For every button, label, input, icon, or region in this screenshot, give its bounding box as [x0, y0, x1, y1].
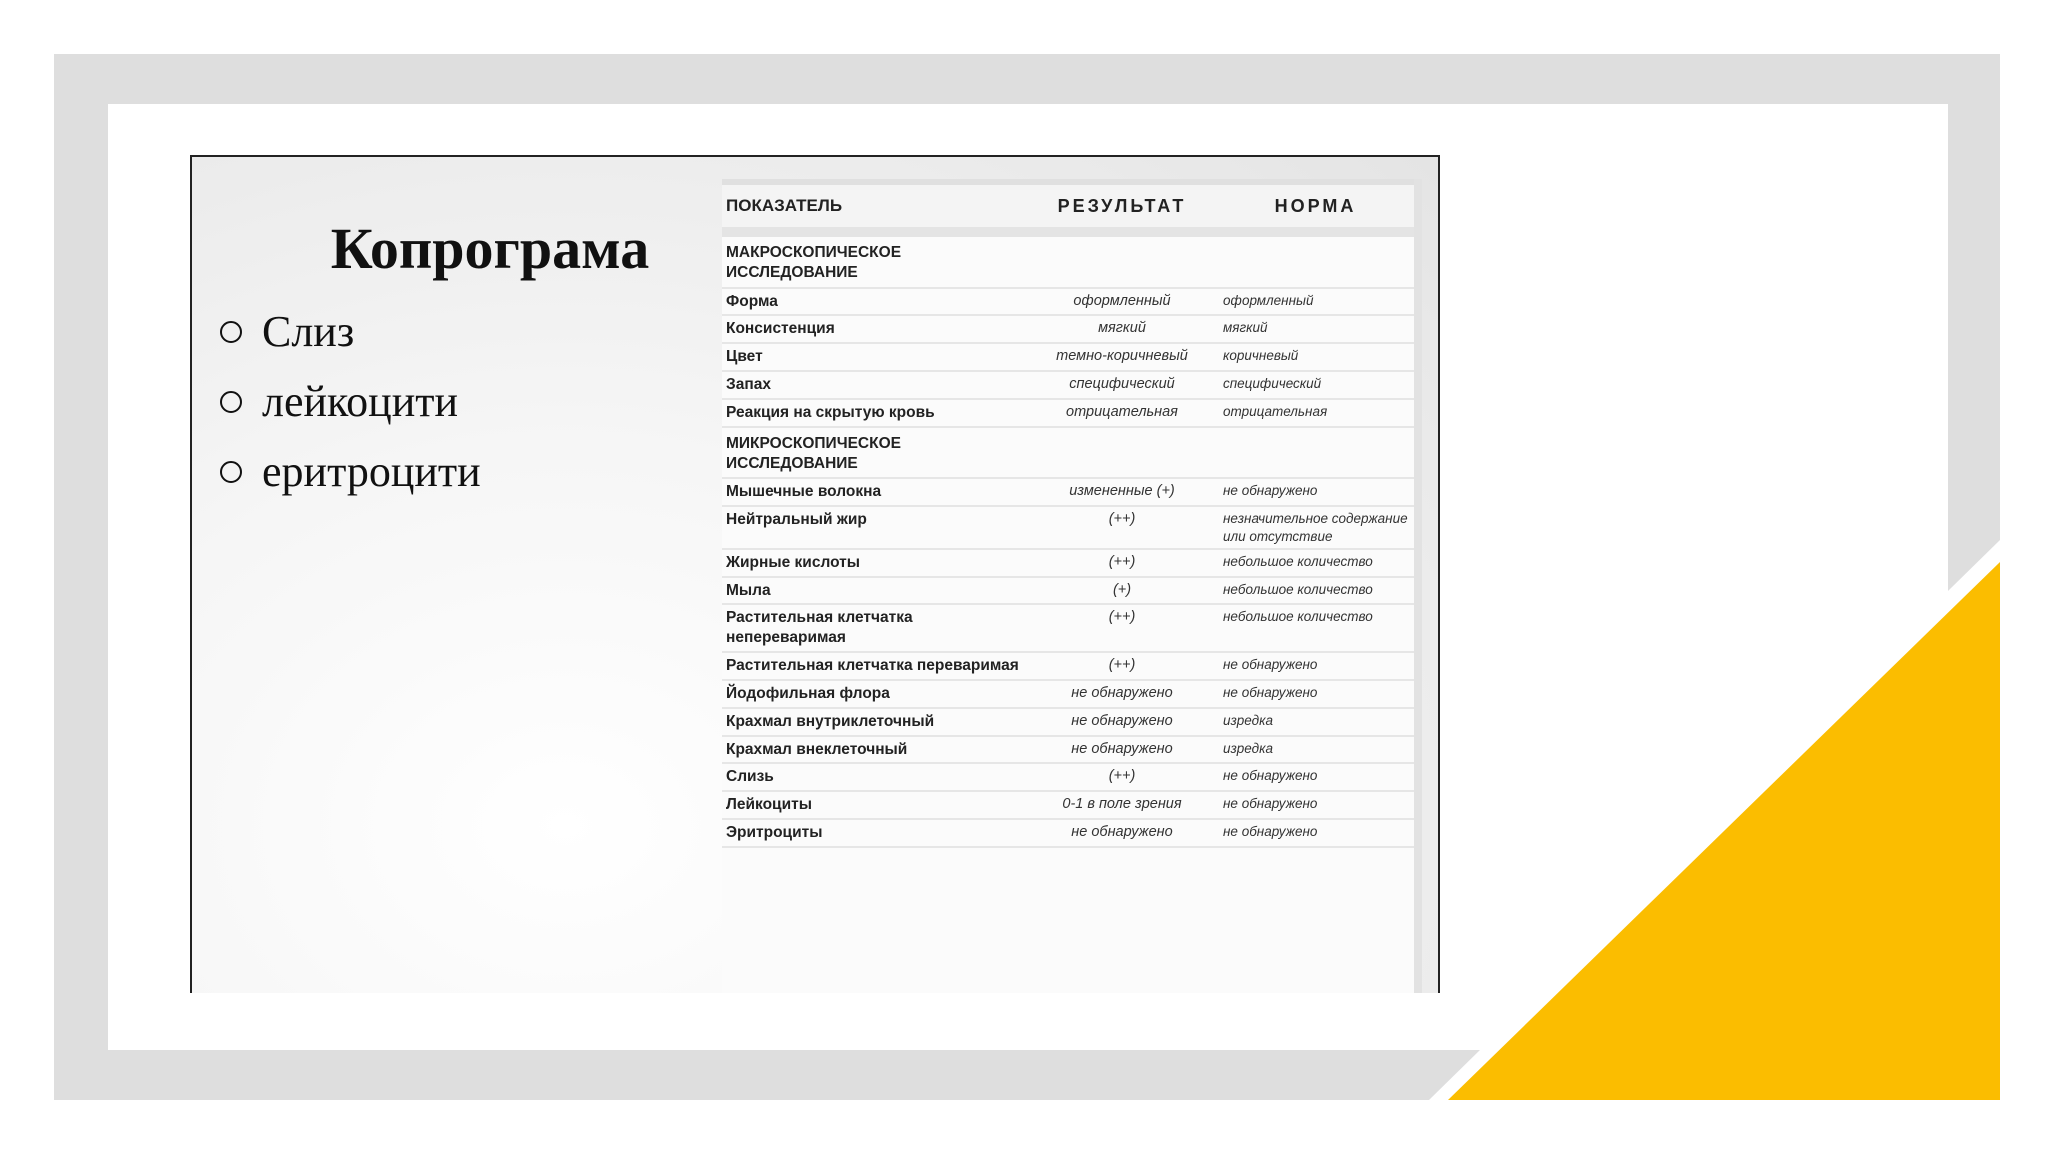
norm-cell: оформленный — [1217, 288, 1414, 316]
bullet-list — [220, 297, 481, 507]
bullet-item — [220, 367, 481, 437]
result-cell: специфический — [1027, 371, 1217, 399]
indicator-cell: Слизь — [722, 763, 1027, 791]
norm-cell: небольшое количество — [1217, 577, 1414, 605]
indicator-cell: Консистенция — [722, 315, 1027, 343]
header-indicator: ПОКАЗАТЕЛЬ — [722, 182, 1027, 232]
slide-title: Копрограма — [330, 216, 650, 281]
norm-cell: незначительное содержание или отсутствие — [1217, 506, 1414, 549]
header-norm: НОРМА — [1217, 182, 1414, 232]
result-cell: мягкий — [1027, 315, 1217, 343]
indicator-cell: Лейкоциты — [722, 791, 1027, 819]
bullet-text: еритроцити — [262, 447, 481, 496]
table-row — [722, 343, 1414, 371]
norm-cell: изредка — [1217, 708, 1414, 736]
bullet-text: лейкоцити — [262, 377, 459, 426]
norm-cell: не обнаружено — [1217, 680, 1414, 708]
coprogram-table — [722, 179, 1414, 848]
norm-cell: изредка — [1217, 736, 1414, 764]
result-cell: не обнаружено — [1027, 736, 1217, 764]
table-row — [722, 478, 1414, 506]
norm-cell: специфический — [1217, 371, 1414, 399]
norm-cell: не обнаружено — [1217, 763, 1414, 791]
indicator-cell: МАКРОСКОПИЧЕСКОЕ ИССЛЕДОВАНИЕ — [722, 232, 1027, 288]
result-cell: отрицательная — [1027, 399, 1217, 427]
header-result: РЕЗУЛЬТАТ — [1027, 182, 1217, 232]
result-cell: не обнаружено — [1027, 819, 1217, 847]
norm-cell: не обнаружено — [1217, 819, 1414, 847]
result-cell: (++) — [1027, 604, 1217, 652]
indicator-cell: Растительная клетчатка непереваримая — [722, 604, 1027, 652]
indicator-cell: Цвет — [722, 343, 1027, 371]
result-cell: (++) — [1027, 506, 1217, 549]
coprogram-table-container — [722, 179, 1422, 993]
result-cell: (+) — [1027, 577, 1217, 605]
indicator-cell: Нейтральный жир — [722, 506, 1027, 549]
result-cell: 0-1 в поле зрения — [1027, 791, 1217, 819]
result-cell: темно-коричневый — [1027, 343, 1217, 371]
bullet-text: Слиз — [262, 307, 355, 356]
indicator-cell: Запах — [722, 371, 1027, 399]
indicator-cell: Растительная клетчатка переваримая — [722, 652, 1027, 680]
table-row — [722, 288, 1414, 316]
result-cell: (++) — [1027, 549, 1217, 577]
table-row — [722, 791, 1414, 819]
norm-cell: небольшое количество — [1217, 549, 1414, 577]
indicator-cell: Реакция на скрытую кровь — [722, 399, 1027, 427]
indicator-cell: МИКРОСКОПИЧЕСКОЕ ИССЛЕДОВАНИЕ — [722, 427, 1027, 479]
indicator-cell: Форма — [722, 288, 1027, 316]
norm-cell — [1217, 232, 1414, 288]
circle-bullet-icon — [220, 391, 242, 413]
table-row — [722, 315, 1414, 343]
result-cell: не обнаружено — [1027, 680, 1217, 708]
norm-cell: не обнаружено — [1217, 791, 1414, 819]
indicator-cell: Эритроциты — [722, 819, 1027, 847]
result-cell: (++) — [1027, 652, 1217, 680]
table-row — [722, 763, 1414, 791]
norm-cell: небольшое количество — [1217, 604, 1414, 652]
indicator-cell: Крахмал внутриклеточный — [722, 708, 1027, 736]
result-cell — [1027, 427, 1217, 479]
circle-bullet-icon — [220, 321, 242, 343]
indicator-cell: Йодофильная флора — [722, 680, 1027, 708]
table-row — [722, 577, 1414, 605]
result-cell — [1027, 232, 1217, 288]
table-row — [722, 371, 1414, 399]
norm-cell: коричневый — [1217, 343, 1414, 371]
table-row — [722, 549, 1414, 577]
table-row — [722, 736, 1414, 764]
embedded-slide-image — [190, 155, 1440, 993]
norm-cell — [1217, 427, 1414, 479]
indicator-cell: Мышечные волокна — [722, 478, 1027, 506]
bullet-item — [220, 297, 481, 367]
result-cell: измененные (+) — [1027, 478, 1217, 506]
indicator-cell: Крахмал внеклеточный — [722, 736, 1027, 764]
norm-cell: отрицательная — [1217, 399, 1414, 427]
table-section-row — [722, 232, 1414, 288]
norm-cell: мягкий — [1217, 315, 1414, 343]
table-row — [722, 819, 1414, 847]
table-row — [722, 506, 1414, 549]
table-row — [722, 604, 1414, 652]
table-header-row — [722, 182, 1414, 232]
table-row — [722, 680, 1414, 708]
result-cell: не обнаружено — [1027, 708, 1217, 736]
indicator-cell: Жирные кислоты — [722, 549, 1027, 577]
table-row — [722, 652, 1414, 680]
indicator-cell: Мыла — [722, 577, 1027, 605]
result-cell: оформленный — [1027, 288, 1217, 316]
result-cell: (++) — [1027, 763, 1217, 791]
table-body — [722, 232, 1414, 847]
norm-cell: не обнаружено — [1217, 478, 1414, 506]
circle-bullet-icon — [220, 461, 242, 483]
norm-cell: не обнаружено — [1217, 652, 1414, 680]
bullet-item — [220, 437, 481, 507]
table-row — [722, 708, 1414, 736]
table-section-row — [722, 427, 1414, 479]
table-row — [722, 399, 1414, 427]
